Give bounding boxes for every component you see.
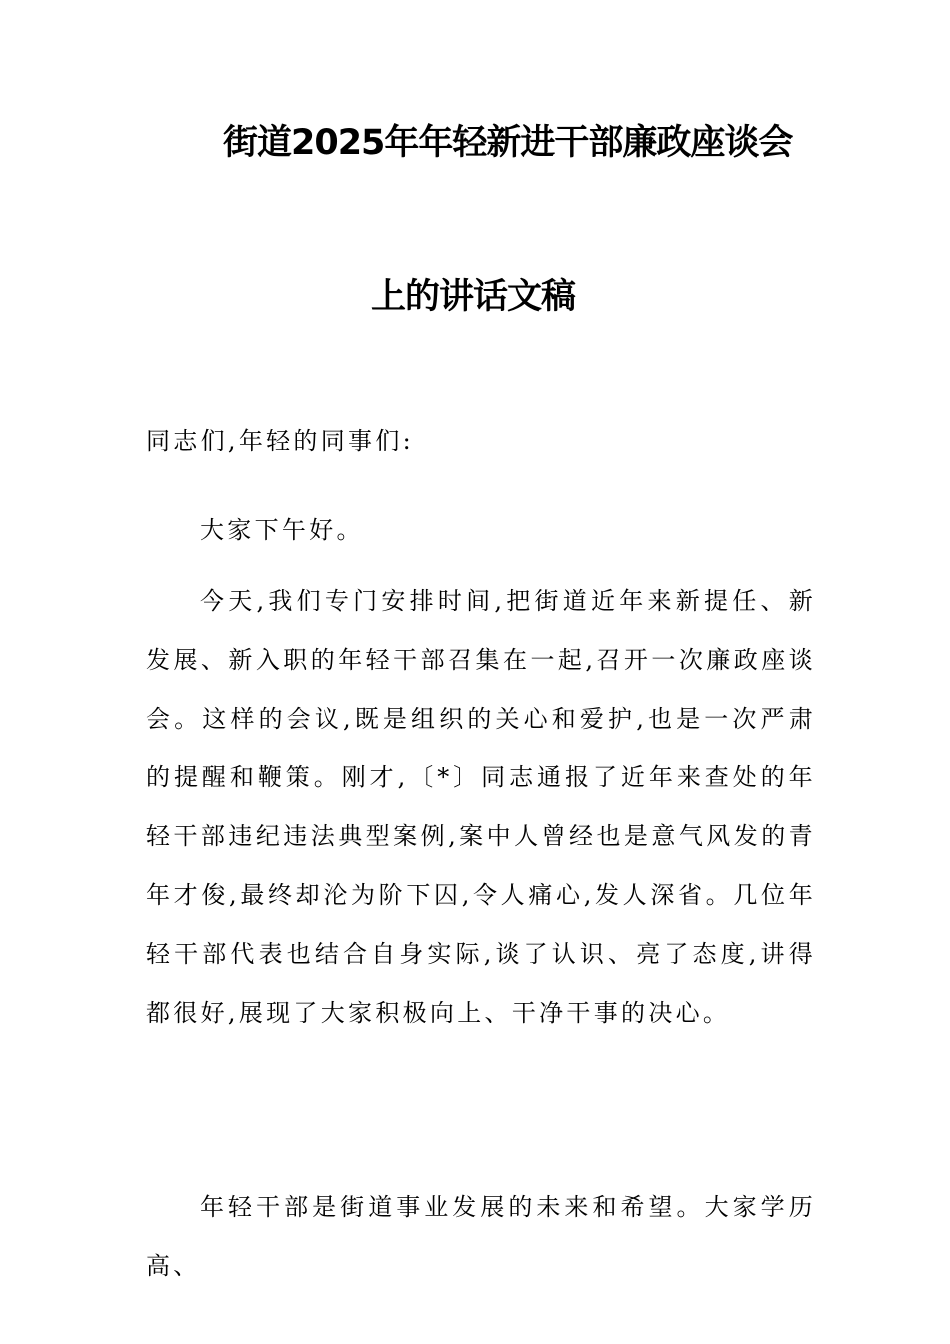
paragraph-greeting: 大家下午好。 [200,516,364,544]
paragraph-block [146,501,816,560]
paragraph-block [146,1178,816,1296]
salutation: 同志们,年轻的同事们: [146,427,415,455]
paragraph-opening: 今天,我们专门安排时间,把街道近年来新提任、新发展、新入职的年轻干部召集在一起,召开一次廉政座谈会。这样的会议,既是组织的关心和爱护,也是一次严肃的提醒和鞭策。刚才,〔*〕同志通报了近年来查处的年轻干部违纪违法典型案例,案中人曾经也是意气风发的青年才俊,最终却沦为阶下囚,令人痛心,发人深省。几位年轻干部代表也结合自身实际,谈了认识、亮了态度,讲得都很好,展现了大家积极向上、干净干事的决心。 [146,587,816,1027]
document-title-line-1: 街道2025年年轻新进干部廉政座谈会 [223,123,793,163]
document-title-line-2: 上的讲话文稿 [371,277,576,317]
paragraph-block [146,572,816,1042]
paragraph-young-cadres: 年轻干部是街道事业发展的未来和希望。大家学历高、 [146,1193,816,1280]
